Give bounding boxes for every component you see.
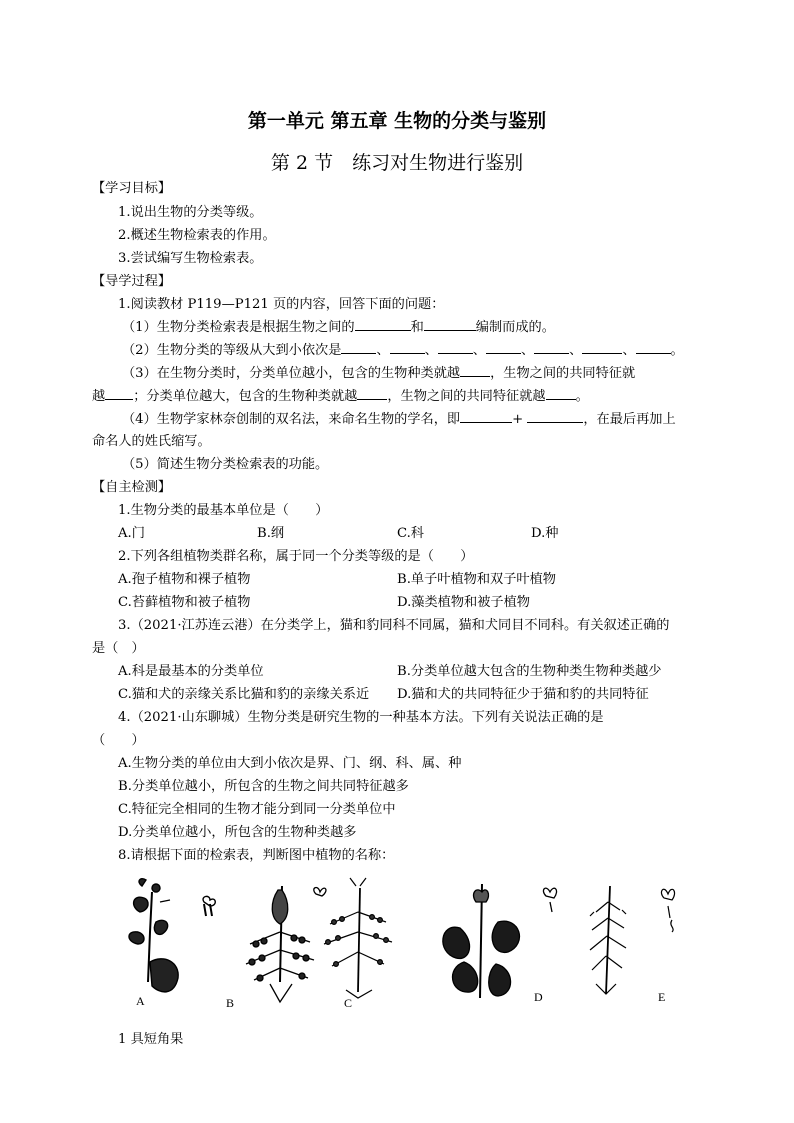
option-d[interactable]: D.分类单位越小，所包含的生物种类越多: [118, 825, 357, 840]
guide-question-3-line-1: （3）在生物分类时，分类单位越小，包含的生物种类就越 ，生物之间的共同特征就: [122, 366, 636, 381]
guide-question-4-line-2: 命名人的姓氏缩写。: [92, 434, 211, 449]
objective-item: 1.说出生物的分类等级。: [118, 205, 263, 220]
option-b[interactable]: B.纲: [257, 526, 285, 541]
figure-label-a: A: [136, 994, 145, 1008]
option-c[interactable]: C.特征完全相同的生物才能分到同一分类单位中: [118, 802, 396, 817]
check-q1-stem: 1.生物分类的最基本单位是（ ）: [118, 503, 329, 518]
option-a[interactable]: A.生物分类的单位由大到小依次是界、门、纲、科、属、种: [118, 756, 462, 771]
check-q8-stem: 8.请根据下面的检索表，判断图中植物的名称：: [118, 848, 395, 863]
plant-e-drawing: [590, 886, 675, 994]
answer-blank[interactable]: [546, 387, 576, 400]
answer-blank[interactable]: [424, 318, 476, 331]
answer-blank[interactable]: [438, 341, 473, 354]
option-a[interactable]: A.孢子植物和裸子植物: [118, 572, 251, 587]
objectives-heading: 【学习目标】: [92, 181, 172, 196]
plant-a-drawing: [129, 879, 215, 992]
option-c[interactable]: C.苔藓植物和被子植物: [118, 595, 251, 610]
check-q2-stem: 2.下列各组植物类群名称，属于同一个分类等级的是（ ）: [118, 549, 474, 564]
section-subtitle: 第 2 节 练习对生物进行鉴别: [270, 152, 524, 174]
key-line: 1 具短角果: [118, 1032, 184, 1047]
page-title: 第一单元 第五章 生物的分类与鉴别: [247, 110, 547, 132]
answer-blank[interactable]: [486, 341, 521, 354]
option-a[interactable]: A.门: [118, 526, 145, 541]
answer-blank[interactable]: [341, 341, 376, 354]
answer-blank[interactable]: [460, 364, 490, 377]
guide-question-3-line-2: 越 ；分类单位越大，包含的生物种类就越 ，生物之间的共同特征就越 。: [92, 389, 589, 404]
option-b[interactable]: B.分类单位越大包含的生物种类生物种类越少: [397, 664, 662, 679]
answer-blank[interactable]: [355, 318, 411, 331]
option-b[interactable]: B.单子叶植物和双子叶植物: [397, 572, 556, 587]
figure-label-b: B: [226, 996, 235, 1010]
answer-blank[interactable]: [390, 341, 425, 354]
answer-blank[interactable]: [636, 341, 671, 354]
answer-blank[interactable]: [534, 341, 569, 354]
check-heading: 【自主检测】: [92, 480, 172, 495]
guide-question-1: （1）生物分类检索表是根据生物之间的 和 编制而成的。: [122, 320, 555, 335]
plant-d-drawing: [443, 884, 557, 998]
option-d[interactable]: D.猫和犬的共同特征少于猫和豹的共同特征: [397, 687, 649, 702]
objective-item: 3.尝试编写生物检索表。: [118, 251, 263, 266]
guide-intro: 1.阅读教材 P119—P121 页的内容，回答下面的问题：: [118, 297, 445, 312]
plant-illustrations: [120, 872, 690, 1012]
guide-question-2: （2）生物分类的等级从大到小依次是 、 、 、 、 、 、 。: [122, 343, 684, 358]
answer-blank[interactable]: [460, 410, 512, 423]
option-d[interactable]: D.种: [531, 526, 559, 541]
check-q3-stem: 3.（2021·江苏连云港）在分类学上，猫和豹同科不同属，猫和犬同目不同科。有关叙述正确的: [118, 618, 670, 633]
answer-blank[interactable]: [105, 387, 133, 400]
check-q4-stem-cont: （ ）: [92, 733, 145, 748]
check-q4-stem: 4.（2021·山东聊城）生物分类是研究生物的一种基本方法。下列有关说法正确的是: [118, 710, 604, 725]
option-c[interactable]: C.猫和犬的亲缘关系比猫和豹的亲缘关系近: [118, 687, 370, 702]
figure-label-d: D: [534, 990, 543, 1004]
plant-b-drawing: [246, 886, 326, 1002]
option-d[interactable]: D.藻类植物和被子植物: [397, 595, 530, 610]
option-c[interactable]: C.科: [397, 526, 424, 541]
guide-question-5: （5）简述生物分类检索表的功能。: [122, 457, 329, 472]
plant-c-drawing: [324, 878, 392, 998]
option-b[interactable]: B.分类单位越小，所包含的生物之间共同特征越多: [118, 779, 409, 794]
answer-blank[interactable]: [357, 387, 387, 400]
figure-label-c: C: [344, 996, 353, 1010]
answer-blank[interactable]: [527, 410, 583, 423]
figure-label-e: E: [658, 990, 666, 1004]
option-a[interactable]: A.科是最基本的分类单位: [118, 664, 264, 679]
check-q3-stem-cont: 是（ ）: [92, 641, 145, 656]
guide-heading: 【导学过程】: [92, 274, 172, 289]
guide-question-4-line-1: （4）生物学家林奈创制的双名法，来命名生物的学名，即 + ，在最后再加上: [122, 412, 676, 427]
answer-blank[interactable]: [582, 341, 622, 354]
objective-item: 2.概述生物检索表的作用。: [118, 228, 276, 243]
